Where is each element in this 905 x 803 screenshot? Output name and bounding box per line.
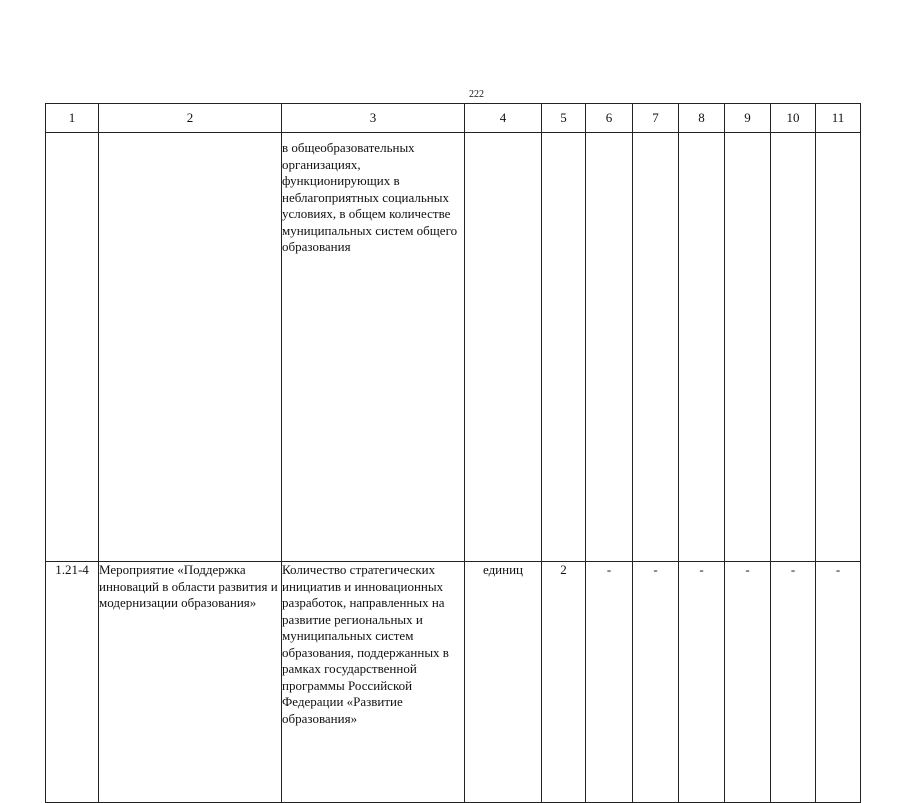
table-row bbox=[46, 562, 861, 803]
cell-empty bbox=[633, 133, 679, 562]
cell-empty bbox=[725, 133, 771, 562]
cell-value-6: - bbox=[586, 562, 633, 803]
table-header-row bbox=[46, 104, 861, 133]
cell-value-10: - bbox=[771, 562, 816, 803]
cell-value-8: - bbox=[679, 562, 725, 803]
column-header-11: 11 bbox=[816, 104, 861, 133]
cell-empty bbox=[465, 133, 542, 562]
cell-event: Мероприятие «Поддержка инноваций в области развития и модернизации образования» bbox=[99, 562, 282, 803]
column-header-4: 4 bbox=[465, 104, 542, 133]
cell-empty bbox=[816, 133, 861, 562]
cell-value-5: 2 bbox=[542, 562, 586, 803]
column-header-2: 2 bbox=[99, 104, 282, 133]
cell-indicator-continuation: в общеобразовательных организациях, функционирующих в неблагоприятных социальных условиях, в общем количестве муниципальных систем общего образования bbox=[282, 133, 465, 562]
cell-indicator: Количество стратегических инициатив и инновационных разработок, направленных на развитие региональных и муниципальных систем образования, поддержанных в рамках государственной программы Российской Федерации «Развитие образования» bbox=[282, 562, 465, 803]
cell-value-11: - bbox=[816, 562, 861, 803]
column-header-1: 1 bbox=[46, 104, 99, 133]
column-header-6: 6 bbox=[586, 104, 633, 133]
cell-code: 1.21-4 bbox=[46, 562, 99, 803]
cell-empty bbox=[771, 133, 816, 562]
table-row-continuation bbox=[46, 133, 861, 562]
cell-unit: единиц bbox=[465, 562, 542, 803]
column-header-3: 3 bbox=[282, 104, 465, 133]
column-header-5: 5 bbox=[542, 104, 586, 133]
page-number: 222 bbox=[469, 89, 484, 100]
cell-empty bbox=[586, 133, 633, 562]
cell-value-7: - bbox=[633, 562, 679, 803]
cell-empty bbox=[542, 133, 586, 562]
column-header-10: 10 bbox=[771, 104, 816, 133]
indicator-table bbox=[45, 103, 861, 803]
cell-value-9: - bbox=[725, 562, 771, 803]
column-header-8: 8 bbox=[679, 104, 725, 133]
column-header-7: 7 bbox=[633, 104, 679, 133]
cell-empty bbox=[46, 133, 99, 562]
cell-empty bbox=[99, 133, 282, 562]
column-header-9: 9 bbox=[725, 104, 771, 133]
cell-empty bbox=[679, 133, 725, 562]
